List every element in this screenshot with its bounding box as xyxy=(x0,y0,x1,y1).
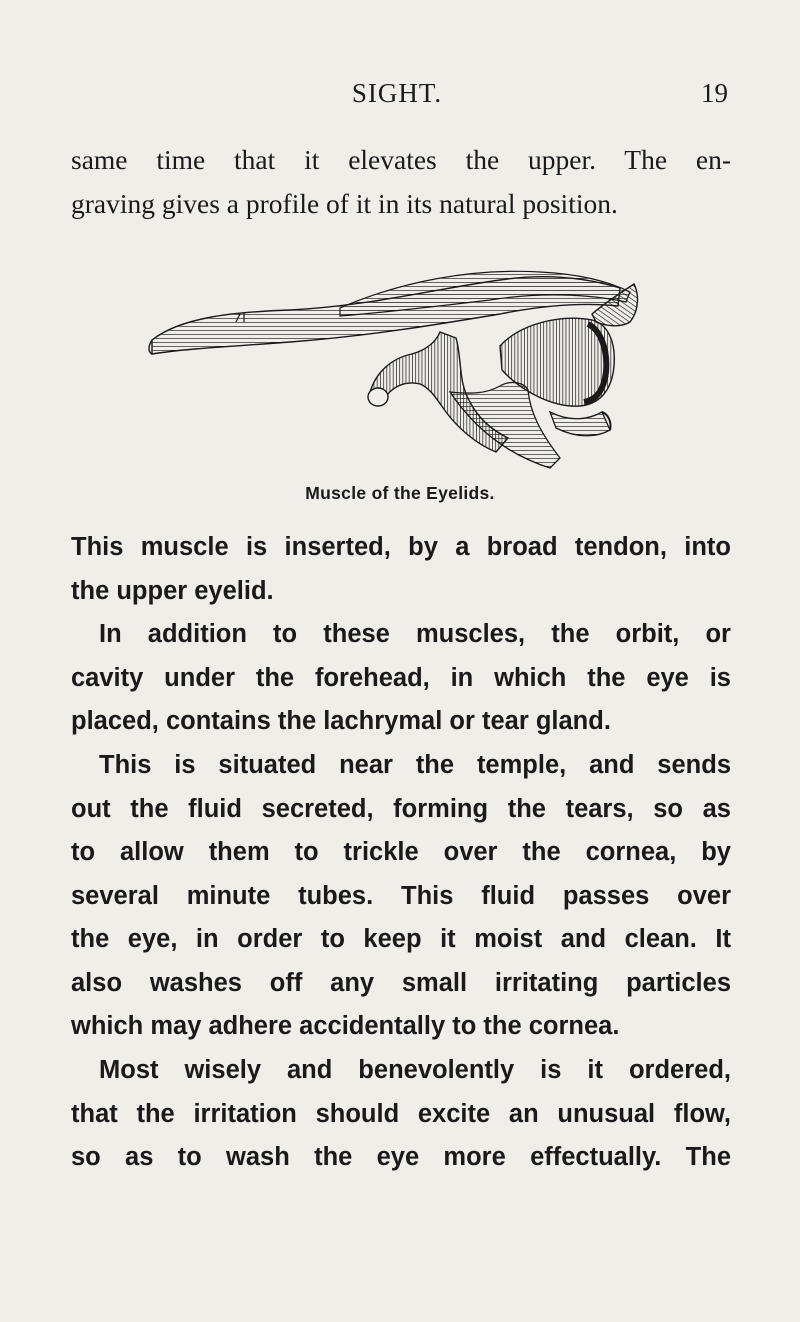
text-line: This is situated near the temple, and sends xyxy=(99,751,731,779)
text-line: out the fluid secreted, forming the tears, so as xyxy=(71,794,731,823)
eyelid-muscle-engraving xyxy=(140,262,650,482)
page-number: 19 xyxy=(701,78,728,108)
text-line: In addition to these muscles, the orbit, or xyxy=(99,620,731,648)
text-line: the upper eyelid. xyxy=(71,576,274,605)
paragraph xyxy=(71,1049,731,1180)
paragraph xyxy=(71,526,731,613)
paragraph xyxy=(71,744,731,1049)
text-line: placed, contains the lachrymal or tear gland. xyxy=(71,707,611,735)
text-line: so as to wash the eye more effectually. The xyxy=(71,1143,731,1171)
text-line: same time that it elevates the upper. The en- xyxy=(71,144,731,175)
text-line: which may adhere accidentally to the cornea. xyxy=(71,1012,620,1040)
page-header xyxy=(66,78,728,118)
text-line: that the irritation should excite an unusual flow, xyxy=(71,1099,731,1128)
text-line: cavity under the forehead, in which the eye is xyxy=(71,663,731,692)
intro-paragraph xyxy=(71,138,731,225)
text-line: Most wisely and benevolently is it ordered, xyxy=(99,1056,731,1084)
text-line: This muscle is inserted, by a broad tendon, into xyxy=(71,533,731,561)
text-line: graving gives a profile of it in its natural position. xyxy=(71,187,618,219)
text-line: also washes off any small irritating particles xyxy=(71,968,731,997)
running-head: SIGHT. xyxy=(351,78,443,108)
text-line: to allow them to trickle over the cornea, by xyxy=(71,838,731,866)
text-line: several minute tubes. This fluid passes over xyxy=(71,881,731,910)
figure-caption: Muscle of the Eyelids. xyxy=(305,483,495,503)
text-line: the eye, in order to keep it moist and clean. It xyxy=(71,925,731,953)
paragraph xyxy=(71,613,731,744)
